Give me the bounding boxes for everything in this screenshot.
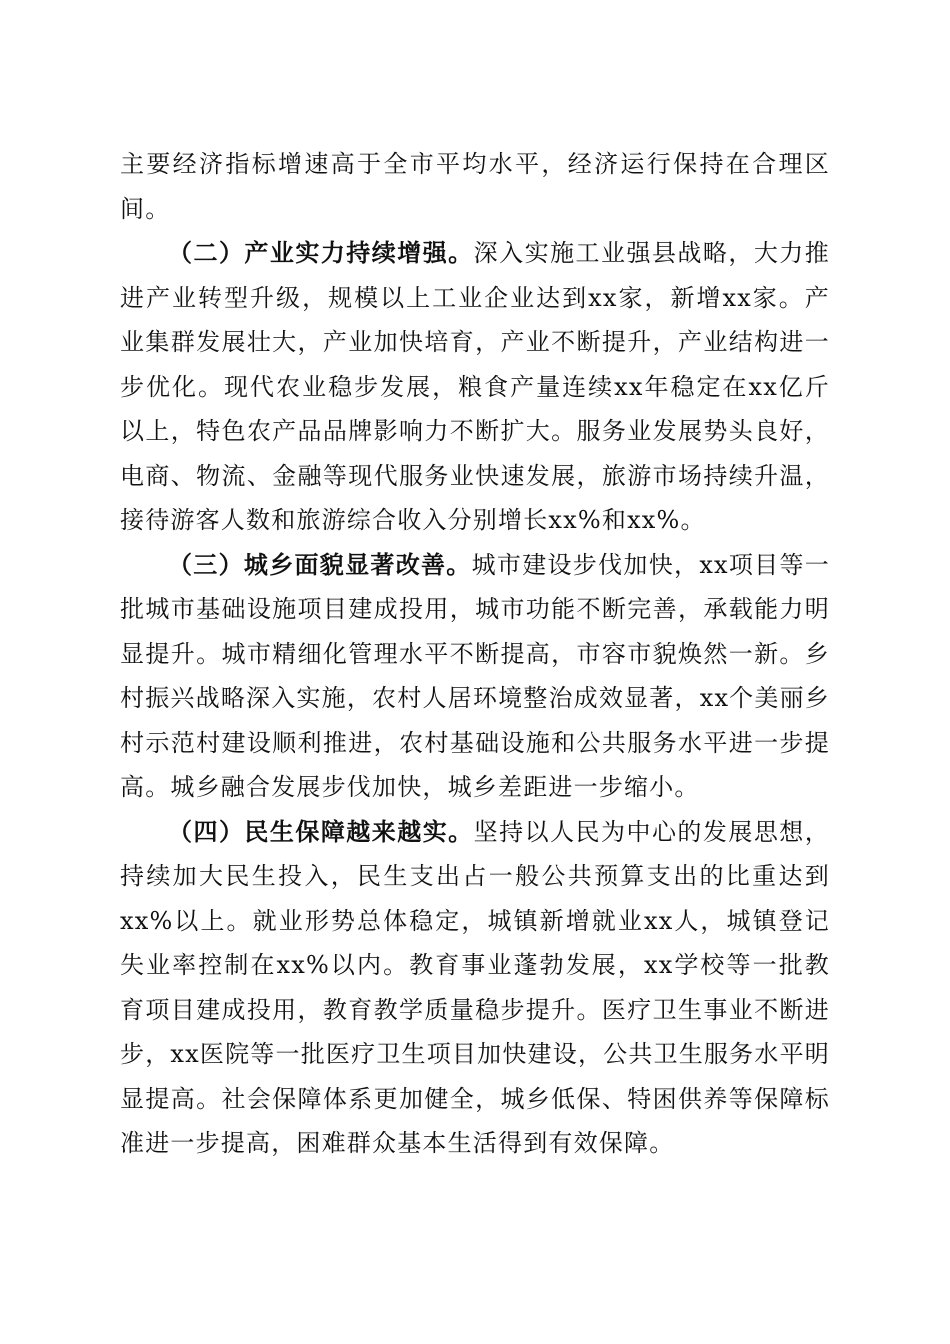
paragraph-continuation — [120, 142, 830, 231]
paragraph-livelihood — [120, 810, 830, 1166]
paragraph-text: 主要经济指标增速高于全市平均水平，经济运行保持在合理区间。 — [120, 150, 830, 223]
section-heading-livelihood: （四）民生保障越来越实。 — [168, 816, 474, 846]
paragraph-text: 坚持以人民为中心的发展思想，持续加大民生投入，民生支出占一般公共预算支出的比重达到xx%以上。就业形势总体稳定，城镇新增就业xx人，城镇登记失业率控制在xx%以内。教育事业蓬勃发展，xx学校等一批教育项目建成投用，教育教学质量稳步提升。医疗卫生事业不断进步，xx医院等一批医疗卫生项目加快建设，公共卫生服务水平明显提高。社会保障体系更加健全，城乡低保、特困供养等保障标准进一步提高，困难群众基本生活得到有效保障。 — [120, 817, 830, 1157]
section-heading-industry: （二）产业实力持续增强。 — [168, 238, 474, 267]
paragraph-urban-rural — [120, 543, 830, 810]
paragraph-industry — [120, 231, 830, 543]
document-body — [120, 142, 830, 1166]
paragraph-text: 城市建设步伐加快，xx项目等一批城市基础设施项目建成投用，城市功能不断完善，承载能力明显提升。城市精细化管理水平不断提高，市容市貌焕然一新。乡村振兴战略深入实施，农村人居环境整治成效显著，xx个美丽乡村示范村建设顺利推进，农村基础设施和公共服务水平进一步提高。城乡融合发展步伐加快，城乡差距进一步缩小。 — [120, 550, 830, 801]
paragraph-text: 深入实施工业强县战略，大力推进产业转型升级，规模以上工业企业达到xx家，新增xx家。产业集群发展壮大，产业加快培育，产业不断提升，产业结构进一步优化。现代农业稳步发展，粮食产量连续xx年稳定在xx亿斤以上，特色农产品品牌影响力不断扩大。服务业发展势头良好，电商、物流、金融等现代服务业快速发展，旅游市场持续升温，接待游客人数和旅游综合收入分别增长xx%和xx%。 — [120, 239, 830, 534]
section-heading-urban-rural: （三）城乡面貌显著改善。 — [168, 549, 472, 579]
